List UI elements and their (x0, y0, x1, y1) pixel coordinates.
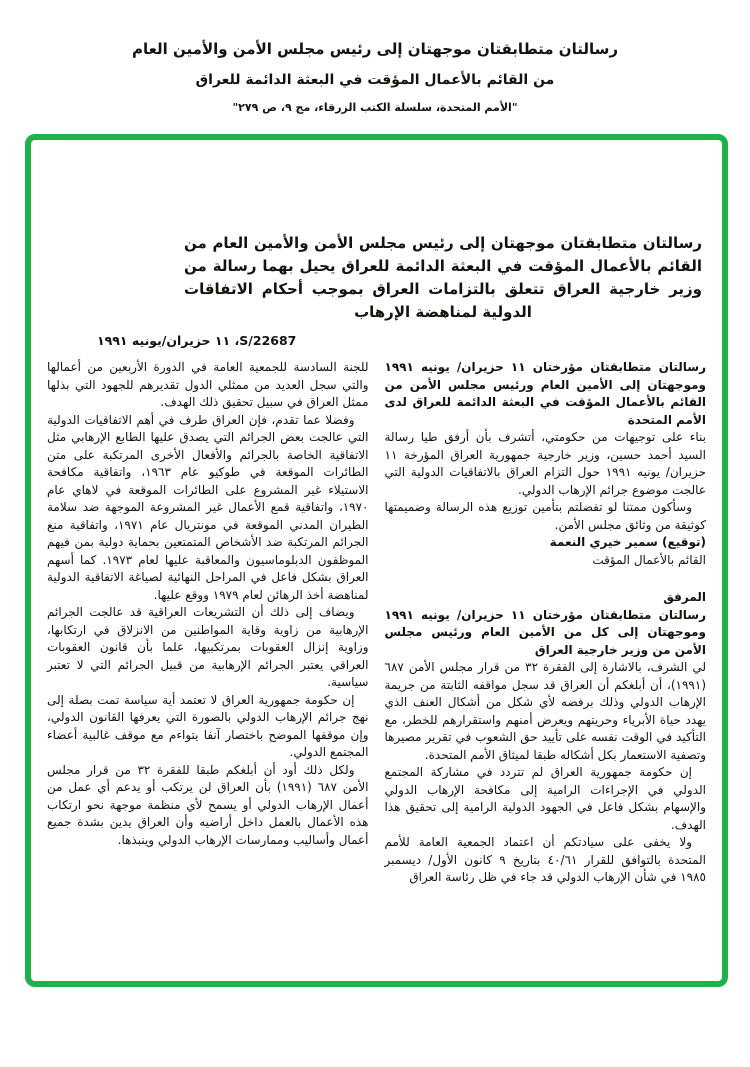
letter-title: رسالتان متطابقتان موجهتان إلى رئيس مجلس الأمن والأمين العام من القائم بالأعمال المؤقت في البعثة الدائمة للعراق يحيل بهما رسالة من وزير خارجية العراق تتعلق بالتزامات العراق بموجب أحكام الاتفاقات الدولية لمناهضة الإرهاب (184, 234, 702, 321)
paragraph: وفضلا عما تقدم، فإن العراق طرف في أهم الاتفاقيات الدولية التي عالجت بعض الجرائم التي يصدق عليها الطابع الإرهابي مثل الاتفاقية الخاصة بالجرائم والأفعال الأخرى المرتكبة على متن الطائرات الموقعة في طوكيو عام ١٩٦٣، واتفاقية مكافحة الاستيلاء غير المشروع على الطائرات الموقعة في لاهاي عام ١٩٧٠، واتفاقية قمع الأعمال غير المشروعة الموجهة ضد سلامة الطيران المدني الموقعة في مونتريال عام ١٩٧١، واتفاقية منع الجرائم المرتكبة ضد الأشخاص المتمتعين بحماية دولية بمن فيهم الموظفون الدبلوماسيون والمعاقبة عليها لعام ١٩٧٣. كما أسهم العراق بشكل فاعل في المراحل النهائية لصياغة الاتفاقية الدولية لمناهضة أخذ الرهائن لعام ١٩٧٩ ووقع عليها. (47, 412, 369, 602)
paragraph: وسأكون ممتنا لو تفضلتم بتأمين توزيع هذه الرسالة وضميمتها كوثيقة من وثائق مجلس الأمن. (384, 500, 706, 532)
paragraph: إن حكومة جمهورية العراق لم تتردد في مشاركة المجتمع الدولي في الإجراءات الرامية إلى مكافحة الإرهاب الدولي والإسهام بشكل فاعل في الجهود الدولية الرامية إلى تحقيق هذا الهدف. (384, 765, 706, 832)
letter-heading: رسالتان متطابقتان مؤرختان ١١ حزيران/ يونيه ١٩٩١ وموجهتان إلى الأمين العام ورئيس مجلس الأمن من القائم بالأعمال المؤقت في البعثة الدائمة للعراق لدى الأمم المتحدة (384, 360, 706, 427)
paragraph: ويضاف إلى ذلك أن التشريعات العراقية قد عالجت الجرائم الإرهابية من زاوية وقاية المواطنين من الانزلاق في ارتكابها، وزاوية إنزال العقوبات بمرتكبيها، علما بأن قانون العقوبات العراقي يعتبر الجرائم الإرهابية من قبيل الجرائم التي لا تعتبر سياسية. (47, 605, 369, 689)
paragraph: ولكل ذلك أود أن أبلغكم طبقا للفقرة ٣٢ من قرار مجلس الأمن ٦٨٧ (١٩٩١) بأن العراق لن يرتكب أو يدعم أي عمل من أعمال الإرهاب الدولي أو يسمح لأي منظمة موجهة نحو ارتكاب هذه الأعمال بالعمل داخل أراضيه وأن العراق يدين بشدة جميع أعمال وأساليب وممارسات الإرهاب الدولي وينبذها. (47, 762, 369, 847)
two-column-body (47, 359, 706, 887)
paragraph: لي الشرف، بالاشارة إلى الفقرة ٣٢ من قرار مجلس الأمن ٦٨٧ (١٩٩١)، أن أبلغكم أن العراق قد سجل مواقفه الثابتة من جريمة الإرهاب الدولي وذلك برفضه لأي شكل من أشكال العنف الذي يهدد حياة الأبرياء وحريتهم ويعرض أمنهم واستقرارهم للخطر، مع التأكيد في الوقت نفسه على تأييد حق الشعوب في تقرير مصيرها وتصفية الاستعمار بكل أشكاله طبقا لميثاق الأمم المتحدة. (384, 660, 706, 762)
paragraph: ولا يخفى على سيادتكم أن اعتماد الجمعية العامة للأمم المتحدة بالتوافق للقرار ٤٠/٦١ بتاريخ ٩ كانون الأول/ ديسمبر ١٩٨٥ في شأن الإرهاب الدولي قد جاء في ظل رئاسة العراق (384, 835, 706, 884)
header-source-note: "الأمم المتحدة، سلسلة الكتب الزرقاء، مج ٩، ص ٢٧٩" (232, 101, 518, 114)
annex-subtitle: رسالتان متطابقتان مؤرختان ١١ حزيران/ يونيه ١٩٩١ وموجهتان إلى كل من الأمين العام ورئيس مجلس الأمن من وزير خارجية العراق (384, 607, 706, 657)
paragraph: إن حكومة جمهورية العراق لا تعتمد أية سياسة تمت بصلة إلى نهج جرائم الإرهاب الدولي بالصورة التي يعرفها القانون الدولي، وإن موقفها الموضح باختصار آنفا يتواءم مع موقف غالبية أعضاء المجتمع الدولي. (47, 692, 369, 759)
signature-line: (توقيع) سمير خيري النعمة (549, 535, 706, 549)
document-frame (25, 134, 728, 987)
document-reference: S/22687، ١١ حزيران/يونيه ١٩٩١ (97, 333, 297, 348)
document-header (0, 0, 750, 115)
paragraph: بناء على توجيهات من حكومتي، أتشرف بأن أرفق طيا رسالة السيد أحمد حسين، وزير خارجية جمهورية العراق المؤرخة ١١ حزيران/ يونيه ١٩٩١ حول التزام العراق بالاتفاقيات الدولية التي عالجت موضوع جرائم الإرهاب الدولي. (384, 430, 706, 497)
signature-title: القائم بالأعمال المؤقت (592, 552, 706, 567)
annex-heading: المرفق (663, 590, 706, 604)
header-title-line-1: رسالتان متطابقتان موجهتان إلى رئيس مجلس الأمن والأمين العام (131, 40, 619, 58)
column-left (47, 359, 369, 887)
header-title-line-2: من القائم بالأعمال المؤقت في البعثة الدائمة للعراق (195, 72, 555, 88)
paragraph: للجنة السادسة للجمعية العامة في الدورة الأربعين من أعمالها والتي سجل العديد من ممثلي الدول تقديرهم للجهود التي بذلها ممثل العراق في سبيل تحقيق ذلك الهدف. (47, 360, 369, 409)
column-right (385, 359, 707, 887)
